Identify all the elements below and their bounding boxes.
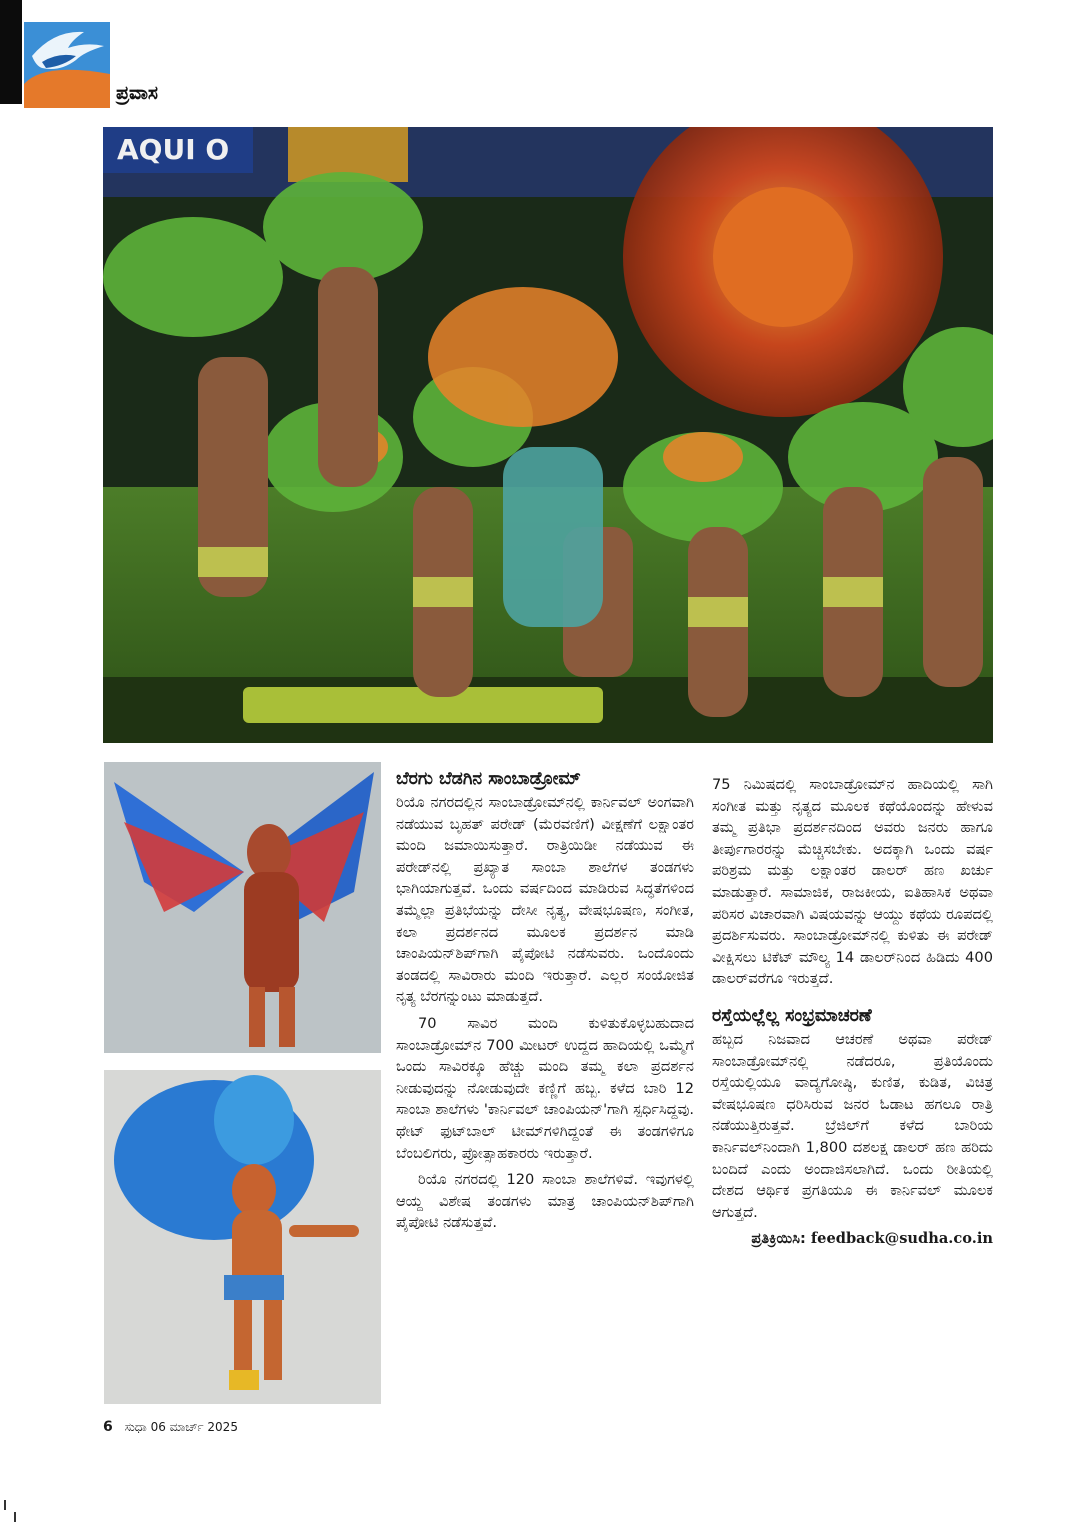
- heading-street-celebration: ರಸ್ತೆಯಲ್ಲೆಲ್ಲ ಸಂಭ್ರಮಾಚರಣೆ: [712, 1005, 872, 1026]
- corner-tab: [0, 0, 22, 104]
- feedback-email[interactable]: feedback@sudha.co.in: [810, 1230, 993, 1248]
- paragraph: 70 ಸಾವಿರ ಮಂದಿ ಕುಳಿತುಕೊಳ್ಳಬಹುದಾದ ಸಾಂಬಾಡ್ರೋಮ್‌ನ 700 ಮೀಟರ್ ಉದ್ದದ ಹಾದಿಯಲ್ಲಿ ಒಮ್ಮೆಗೆ ಒಂದು ಸಾವಿರಕ್ಕೂ ಹೆಚ್ಚು ಮಂದಿ ತಮ್ಮ ಕಲಾ ಪ್ರದರ್ಶನ ನೀಡುವುದನ್ನು ನೋಡುವುದೇ ಕಣ್ಣಿಗೆ ಹಬ್ಬ. ಕಳೆದ ಬಾರಿ 12 ಸಾಂಬಾ ಶಾಲೆಗಳು 'ಕಾರ್ನಿವಲ್ ಚಾಂಪಿಯನ್'ಗಾಗಿ ಸ್ಪರ್ಧಿಸಿದ್ದವು. ಥೇಟ್ ಫುಟ್‌ಬಾಲ್ ಟೀಮ್‌ಗಳಿಗಿದ್ದಂತೆ ಈ ತಂಡಗಳಿಗೂ ಬೆಂಬಲಿಗರು, ಪ್ರೋತ್ಸಾಹಕಾರರು ಇರುತ್ತಾರೆ.: [396, 1014, 694, 1162]
- article-column-1: [396, 767, 694, 1239]
- article-column-2: [712, 774, 993, 1250]
- paragraph: ರಿಯೊ ನಗರದಲ್ಲಿನ ಸಾಂಬಾಡ್ರೋಮ್‌ನಲ್ಲಿ ಕಾರ್ನಿವಲ್ ಅಂಗವಾಗಿ ನಡೆಯುವ ಬೃಹತ್ ಪರೇಡ್ (ಮೆರವಣಿಗೆ) ವೀಕ್ಷಣೆಗೆ ಲಕ್ಷಾಂತರ ಮಂದಿ ಜಮಾಯಿಸುತ್ತಾರೆ. ರಾತ್ರಿಯಿಡೀ ನಡೆಯುವ ಈ ಪರೇಡ್‌ನಲ್ಲಿ ಪ್ರಖ್ಯಾತ ಸಾಂಬಾ ಶಾಲೆಗಳ ತಂಡಗಳು ಭಾಗಿಯಾಗುತ್ತವೆ. ಒಂದು ವರ್ಷದಿಂದ ಮಾಡಿರುವ ಸಿದ್ಧತೆಗಳಿಂದ ತಮ್ಮೆಲ್ಲಾ ಪ್ರತಿಭೆಯನ್ನು ದೇಸೀ ನೃತ್ಯ, ವೇಷಭೂಷಣ, ಸಂಗೀತ, ಕಲಾ ಪ್ರದರ್ಶನದ ಮೂಲಕ ಪ್ರದರ್ಶನ ಮಾಡಿ ಚಾಂಪಿಯನ್‌ಶಿಪ್‌ಗಾಗಿ ಪೈಪೋಟಿ ನಡೆಸುವರು. ಒಂದೊಂದು ತಂಡದಲ್ಲಿ ಸಾವಿರಾರು ಮಂದಿ ಇರುತ್ತಾರೆ. ಎಲ್ಲರ ಸಂಯೋಜಿತ ನೃತ್ಯ ಬೆರಗನ್ನುಂಟು ಮಾಡುತ್ತದೆ.: [396, 794, 694, 1006]
- section-label: ಪ್ರವಾಸ: [116, 82, 159, 104]
- carnival-float-photo: [103, 127, 993, 743]
- crop-mark: [14, 1512, 16, 1522]
- page-footer: [103, 1419, 238, 1435]
- crop-mark: [4, 1500, 6, 1510]
- dancer-red-blue-wings-photo: [104, 762, 381, 1053]
- heading-sambadrome: ಬೆರಗು ಬೆಡಗಿನ ಸಾಂಬಾಡ್ರೋಮ್: [396, 769, 581, 789]
- issue-info: ಸುಧಾ 06 ಮಾರ್ಚ್ 2025: [124, 1420, 238, 1434]
- page-number: 6: [103, 1419, 113, 1435]
- feedback-label: ಪ್ರತಿಕ್ರಿಯಿಸಿ:: [751, 1230, 806, 1248]
- paragraph: 75 ನಿಮಿಷದಲ್ಲಿ ಸಾಂಬಾಡ್ರೋಮ್‌ನ ಹಾದಿಯಲ್ಲಿ ಸಾಗಿ ಸಂಗೀತ ಮತ್ತು ನೃತ್ಯದ ಮೂಲಕ ಕಥೆಯೊಂದನ್ನು ಹೇಳುವ ತಮ್ಮ ಪ್ರತಿಭಾ ಪ್ರದರ್ಶನದಿಂದ ಅವರು ಜನರು ಹಾಗೂ ತೀರ್ಪುಗಾರರನ್ನು ಮೆಚ್ಚಿಸಬೇಕು. ಅದಕ್ಕಾಗಿ ಒಂದು ವರ್ಷ ಪರಿಶ್ರಮ ಮತ್ತು ಲಕ್ಷಾಂತರ ಡಾಲರ್ ಹಣ ಖರ್ಚು ಮಾಡುತ್ತಾರೆ. ಸಾಮಾಜಿಕ, ರಾಜಕೀಯ, ಐತಿಹಾಸಿಕ ಅಥವಾ ಪರಿಸರ ವಿಚಾರವಾಗಿ ವಿಷಯವನ್ನು ಆಯ್ದು ಕಥೆಯ ರೂಪದಲ್ಲಿ ಪ್ರದರ್ಶಿಸುವರು. ಸಾಂಬಾಡ್ರೋಮ್‌ನಲ್ಲಿ ಕುಳಿತು ಈ ಪರೇಡ್ ವೀಕ್ಷಿಸಲು ಟಿಕೆಟ್ ಮೌಲ್ಯ 14 ಡಾಲರ್‌ನಿಂದ ಹಿಡಿದು 400 ಡಾಲರ್‌ವರೆಗೂ ಇರುತ್ತದೆ.: [712, 776, 993, 988]
- paragraph: ಹಬ್ಬದ ನಿಜವಾದ ಆಚರಣೆ ಅಥವಾ ಪರೇಡ್ ಸಾಂಬಾಡ್ರೋಮ್‌ನಲ್ಲಿ ನಡೆದರೂ, ಪ್ರತಿಯೊಂದು ರಸ್ತೆಯಲ್ಲಿಯೂ ವಾದ್ಯಗೋಷ್ಠಿ, ಕುಣಿತ, ಕುಡಿತ, ವಿಚಿತ್ರ ವೇಷಭೂಷಣ ಧರಿಸಿರುವ ಜನರ ಓಡಾಟ ಹಗಲೂ ರಾತ್ರಿ ನಡೆಯುತ್ತಿರುತ್ತವೆ. ಬ್ರೆಜಿಲ್‌ಗೆ ಕಳೆದ ಬಾರಿಯ ಕಾರ್ನಿವಲ್‌ನಿಂದಾಗಿ 1,800 ದಶಲಕ್ಷ ಡಾಲರ್ ಹಣ ಹರಿದು ಬಂದಿದೆ ಎಂದು ಅಂದಾಜಿಸಲಾಗಿದೆ. ಒಂದು ರೀತಿಯಲ್ಲಿ ದೇಶದ ಆರ್ಥಿಕ ಪ್ರಗತಿಯೂ ಈ ಕಾರ್ನಿವಲ್ ಮೂಲಕ ಆಗುತ್ತದೆ.: [712, 1030, 993, 1221]
- travel-section-logo: [24, 22, 110, 108]
- dancer-blue-feathers-photo: [104, 1070, 381, 1404]
- feedback-line: [712, 1228, 993, 1250]
- banner-text: AQUI O: [117, 133, 230, 166]
- paragraph: ರಿಯೊ ನಗರದಲ್ಲಿ 120 ಸಾಂಬಾ ಶಾಲೆಗಳಿವೆ. ಇವುಗಳಲ್ಲಿ ಆಯ್ದ ವಿಶೇಷ ತಂಡಗಳು ಮಾತ್ರ ಚಾಂಪಿಯನ್‌ಶಿಪ್‌ಗಾಗಿ ಪೈಪೋಟಿ ನಡೆಸುತ್ತವೆ.: [396, 1171, 694, 1232]
